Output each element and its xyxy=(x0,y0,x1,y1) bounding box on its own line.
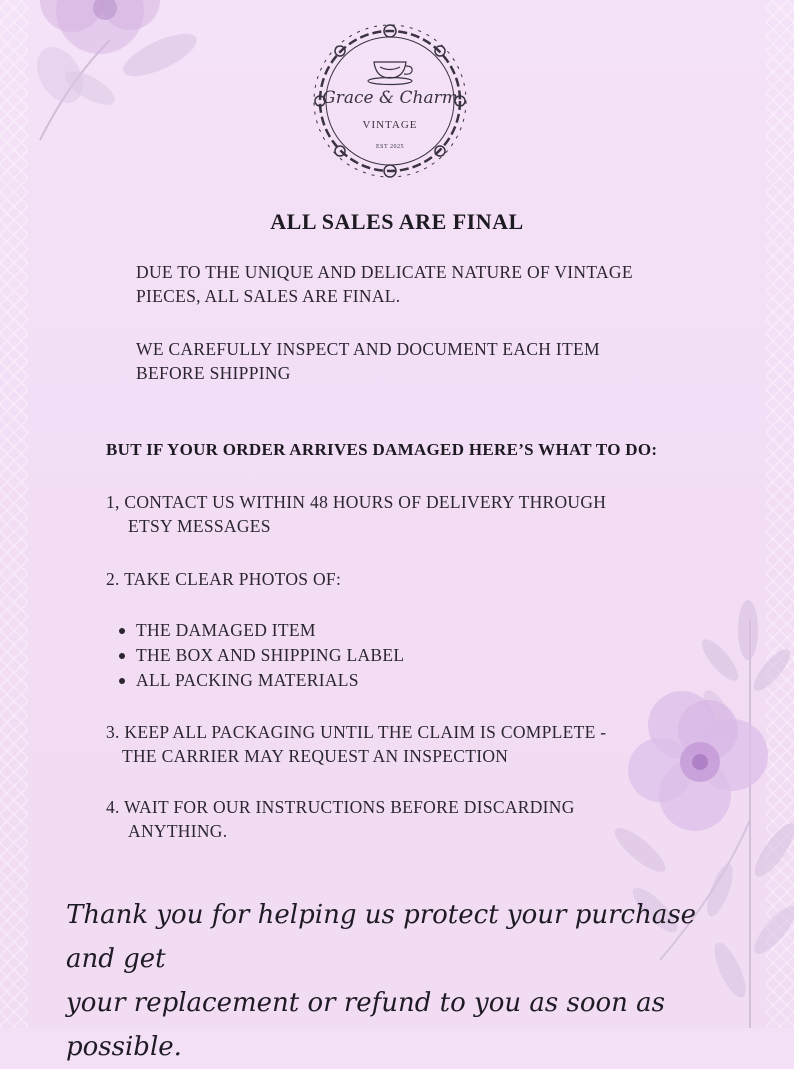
step-text: 4. WAIT FOR OUR INSTRUCTIONS BEFORE DISCARDING xyxy=(106,797,575,817)
step-text: 3. KEEP ALL PACKAGING UNTIL THE CLAIM IS COMPLETE - xyxy=(106,722,607,742)
step-text: 2. TAKE CLEAR PHOTOS OF: xyxy=(106,569,342,589)
step-text-continued: ETSY MESSAGES xyxy=(128,516,271,536)
intro-line: WE CAREFULLY INSPECT AND DOCUMENT EACH ITEM xyxy=(136,339,600,359)
brand-established: EST 2025 xyxy=(375,144,405,150)
step-keep-packaging xyxy=(106,720,686,768)
step-wait-for-instructions xyxy=(106,795,686,843)
step-take-photos xyxy=(106,567,686,591)
list-item: THE BOX AND SHIPPING LABEL xyxy=(118,643,404,668)
teacup-icon xyxy=(368,62,412,85)
step-text-continued: THE CARRIER MAY REQUEST AN INSPECTION xyxy=(122,746,509,766)
photo-checklist xyxy=(118,618,404,693)
brand-name: Grace & Charm xyxy=(322,88,458,108)
intro-line: BEFORE SHIPPING xyxy=(136,363,291,383)
brand-subtitle: VINTAGE xyxy=(362,119,418,131)
intro-paragraph-inspection xyxy=(136,337,696,385)
step-text-continued: ANYTHING. xyxy=(128,821,228,841)
step-contact-us xyxy=(106,490,686,538)
flower-decoration-top-left xyxy=(0,0,230,160)
list-item: ALL PACKING MATERIALS xyxy=(118,668,404,693)
closing-line: Thank you for helping us protect your purchase and get xyxy=(66,900,697,974)
step-text: 1, CONTACT US WITHIN 48 HOURS OF DELIVERY THROUGH xyxy=(106,492,607,512)
intro-line: DUE TO THE UNIQUE AND DELICATE NATURE OF VINTAGE xyxy=(136,262,633,282)
intro-paragraph-final-sales xyxy=(136,260,696,308)
damage-instructions-heading: BUT IF YOUR ORDER ARRIVES DAMAGED HERE’S WHAT TO DO: xyxy=(106,440,658,459)
closing-line: your replacement or refund to you as soon as possible. xyxy=(66,988,666,1062)
closing-thank-you xyxy=(66,893,726,1069)
list-item: THE DAMAGED ITEM xyxy=(118,618,404,643)
page-title: ALL SALES ARE FINAL xyxy=(270,209,524,234)
intro-line: PIECES, ALL SALES ARE FINAL. xyxy=(136,286,401,306)
